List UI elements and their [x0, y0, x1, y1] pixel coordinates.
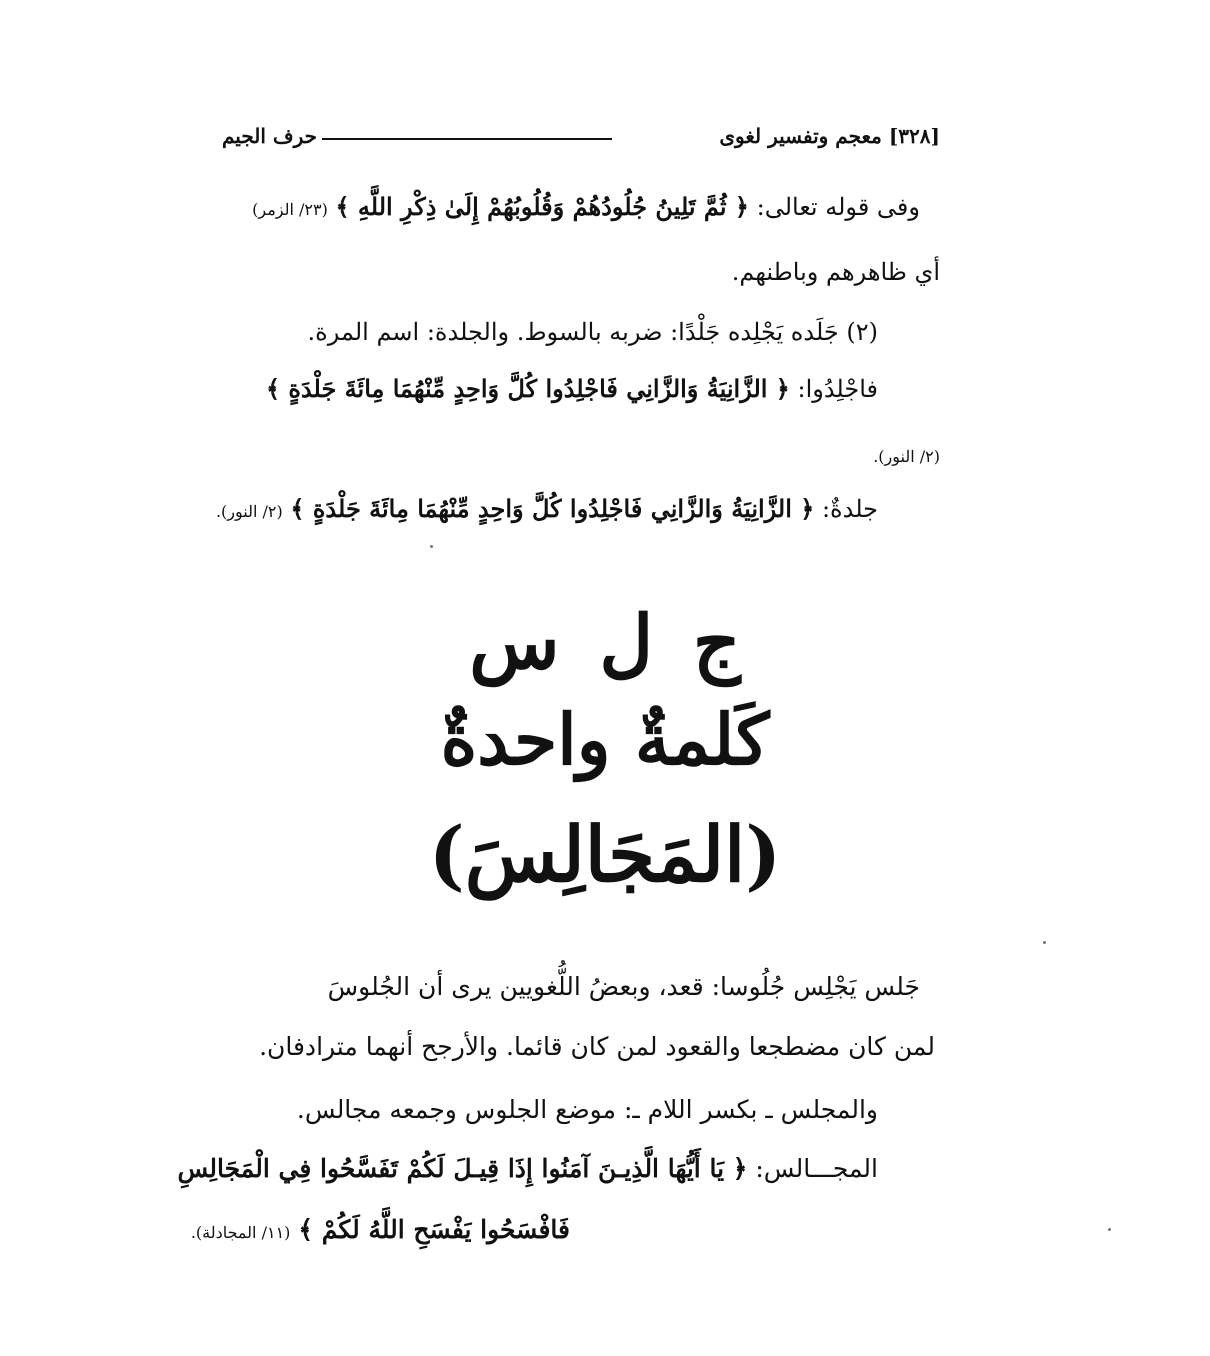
header-rule: [322, 138, 612, 140]
verse-reference: (٢/ النور).: [873, 447, 940, 466]
verse-intro: المجـــالس:: [755, 1154, 878, 1183]
entry-line-3: والمجلس ـ بكسر اللام ـ: موضع الجلوس وجمعه مجالس.: [296, 1095, 878, 1124]
entry-line-2: لمن كان مضطجعا والقعود لمن كان قائما. والأرجح أنهما مترادفان.: [259, 1032, 935, 1061]
verse-reference: (١١/ المجادلة).: [190, 1223, 291, 1242]
scan-speck: [1108, 1228, 1111, 1231]
entry-line-4: [266, 372, 878, 406]
verse-intro: وفى قوله تعالى:: [756, 193, 920, 221]
entry-line-5: [191, 1213, 570, 1250]
quran-verse: ﴿ الزَّانِيَةُ وَالزَّانِي فَاجْلِدُوا كُلَّ وَاحِدٍ مِّنْهُمَا مِائَةَ جَلْدَةٍ ﴾: [290, 494, 815, 523]
verse-reference: (٢/ النور).: [215, 502, 283, 521]
entry-line-2: أي ظاهرهم وباطنهم.: [731, 258, 940, 286]
running-header: [222, 122, 940, 152]
scan-speck: [430, 545, 433, 548]
entry-line-1: جَلس يَجْلِس جُلُوسا: قعد، وبعضُ اللُّغويين يرى أن الجُلوسَ: [327, 972, 920, 1001]
quran-verse: ﴿ الزَّانِيَةُ وَالزَّانِي فَاجْلِدُوا كُلَّ وَاحِدٍ مِّنْهُمَا مِائَةَ جَلْدَةٍ ﴾: [265, 374, 790, 403]
entry-line-4: [178, 1152, 878, 1186]
verse-intro: جلدةٌ:: [821, 495, 878, 523]
quran-verse: فَافْسَحُوا يَفْسَحِ اللَّهُ لَكُمْ ﴾: [298, 1215, 570, 1244]
verse-intro: فاجْلِدُوا:: [797, 375, 878, 403]
section-title: حرف الجيم: [222, 124, 317, 148]
word-title: (المَجَالِسَ): [428, 810, 782, 899]
page-reference: [٣٢٨] معجم وتفسير لغوى: [719, 124, 940, 148]
quran-verse: ﴿ يَا أَيُّهَا الَّذِيـنَ آمَنُوا إِذَا قِيـلَ لَكُمْ تَفَسَّحُوا فِي الْمَجَالِسِ: [177, 1154, 748, 1183]
scan-speck: [1043, 941, 1046, 944]
entry-line-6: [216, 492, 878, 529]
entry-line-1: [252, 190, 920, 227]
word-count-title: كَلمةٌ واحدةٌ: [440, 698, 770, 781]
root-letters: ج ل س: [469, 600, 741, 686]
verse-reference: (٢٣/ الزمر): [252, 200, 328, 219]
entry-line-3: (٢) جَلَده يَجْلِده جَلْدًا: ضربه بالسوط. والجلدة: اسم المرة.: [307, 318, 878, 346]
quran-verse: ﴿ ثُمَّ تَلِينُ جُلُودُهُمْ وَقُلُوبُهُمْ إِلَىٰ ذِكْرِ اللَّهِ ﴾: [335, 192, 749, 221]
